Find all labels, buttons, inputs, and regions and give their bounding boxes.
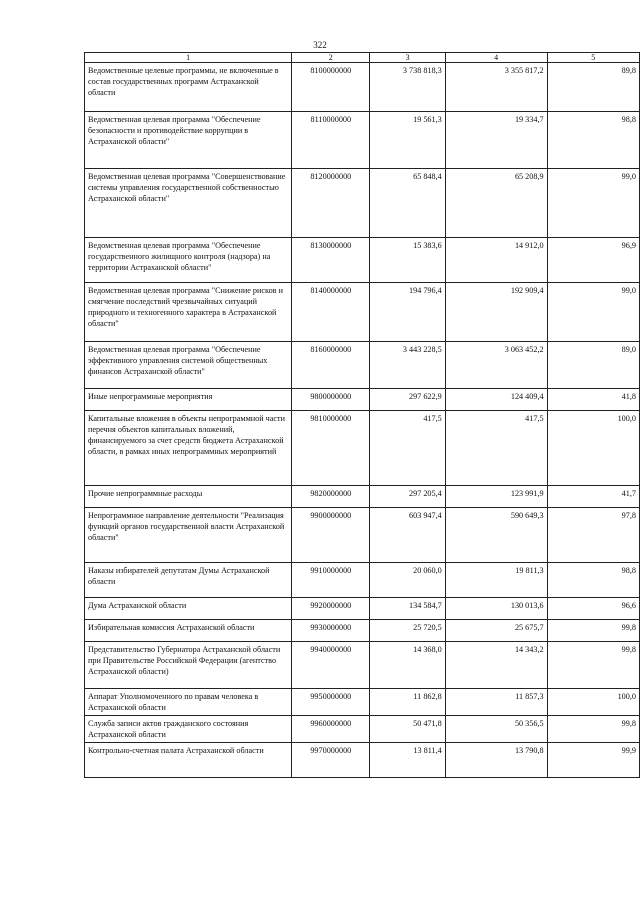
program-code: 9960000000	[292, 716, 370, 743]
planned-amount: 297 205,4	[370, 486, 445, 508]
table-row	[85, 283, 640, 342]
program-name: Непрограммное направление деятельности "Реализация функций органов государственной власти Астраханской области"	[85, 508, 292, 563]
program-code: 9970000000	[292, 743, 370, 778]
table-row	[85, 112, 640, 169]
execution-percent: 99,0	[547, 169, 639, 238]
table-row	[85, 743, 640, 778]
table-row	[85, 169, 640, 238]
column-number-row	[85, 53, 640, 63]
table-row	[85, 689, 640, 716]
program-name: Избирательная комиссия Астраханской области	[85, 620, 292, 642]
execution-percent: 99,8	[547, 642, 639, 689]
executed-amount: 65 208,9	[445, 169, 547, 238]
table-row	[85, 389, 640, 411]
program-code: 8130000000	[292, 238, 370, 283]
program-name: Контрольно-счетная палата Астраханской области	[85, 743, 292, 778]
executed-amount: 25 675,7	[445, 620, 547, 642]
program-code: 9910000000	[292, 563, 370, 598]
executed-amount: 3 063 452,2	[445, 342, 547, 389]
column-number: 1	[85, 53, 292, 63]
planned-amount: 194 796,4	[370, 283, 445, 342]
planned-amount: 3 738 818,3	[370, 63, 445, 112]
program-name: Наказы избирателей депутатам Думы Астраханской области	[85, 563, 292, 598]
planned-amount: 13 811,4	[370, 743, 445, 778]
execution-percent: 96,6	[547, 598, 639, 620]
executed-amount: 3 355 817,2	[445, 63, 547, 112]
planned-amount: 19 561,3	[370, 112, 445, 169]
page-number: 322	[313, 40, 327, 50]
program-name: Ведомственная целевая программа "Снижение рисков и смягчение последствий чрезвычайных ситуаций природного и техногенного характера в Астраханской области"	[85, 283, 292, 342]
execution-percent: 97,8	[547, 508, 639, 563]
execution-percent: 41,7	[547, 486, 639, 508]
table-row	[85, 620, 640, 642]
execution-percent: 96,9	[547, 238, 639, 283]
column-number: 2	[292, 53, 370, 63]
execution-percent: 99,0	[547, 283, 639, 342]
execution-percent: 100,0	[547, 411, 639, 486]
program-code: 9810000000	[292, 411, 370, 486]
planned-amount: 50 471,8	[370, 716, 445, 743]
planned-amount: 3 443 228,5	[370, 342, 445, 389]
column-number: 5	[547, 53, 639, 63]
program-name: Ведомственная целевая программа "Обеспечение эффективного управления системой общественных финансов Астраханской области"	[85, 342, 292, 389]
planned-amount: 15 383,6	[370, 238, 445, 283]
executed-amount: 13 790,8	[445, 743, 547, 778]
program-name: Иные непрограммные мероприятия	[85, 389, 292, 411]
table-row	[85, 238, 640, 283]
program-code: 9820000000	[292, 486, 370, 508]
program-name: Капитальные вложения в объекты непрограммной части перечня объектов капитальных вложений, финансируемого за счет средств бюджета Астраханской области, в рамках иных непрограммных мероприятий	[85, 411, 292, 486]
planned-amount: 65 848,4	[370, 169, 445, 238]
execution-percent: 41,8	[547, 389, 639, 411]
program-name: Ведомственная целевая программа "Обеспечение государственного жилищного контроля (надзора) на территории Астраханской области"	[85, 238, 292, 283]
table-row	[85, 642, 640, 689]
table-row	[85, 598, 640, 620]
program-name: Представительство Губернатора Астраханской области при Правительстве Российской Федерации (агентство Астраханской области)	[85, 642, 292, 689]
table-row	[85, 563, 640, 598]
program-name: Дума Астраханской области	[85, 598, 292, 620]
executed-amount: 14 343,2	[445, 642, 547, 689]
table-row	[85, 411, 640, 486]
program-name: Ведомственные целевые программы, не включенные в состав государственных программ Астраханской области	[85, 63, 292, 112]
table-row	[85, 342, 640, 389]
program-code: 9920000000	[292, 598, 370, 620]
execution-percent: 89,8	[547, 63, 639, 112]
program-name: Служба записи актов гражданского состояния Астраханской области	[85, 716, 292, 743]
executed-amount: 130 013,6	[445, 598, 547, 620]
program-code: 8100000000	[292, 63, 370, 112]
column-number: 4	[445, 53, 547, 63]
execution-percent: 98,8	[547, 112, 639, 169]
executed-amount: 590 649,3	[445, 508, 547, 563]
program-code: 9950000000	[292, 689, 370, 716]
planned-amount: 603 947,4	[370, 508, 445, 563]
program-code: 8160000000	[292, 342, 370, 389]
program-name: Ведомственная целевая программа "Совершенствование системы управления государственной собственностью Астраханской области"	[85, 169, 292, 238]
executed-amount: 11 857,3	[445, 689, 547, 716]
execution-percent: 100,0	[547, 689, 639, 716]
program-name: Аппарат Уполномоченного по правам человека в Астраханской области	[85, 689, 292, 716]
executed-amount: 19 334,7	[445, 112, 547, 169]
program-code: 8110000000	[292, 112, 370, 169]
table-row	[85, 508, 640, 563]
executed-amount: 192 909,4	[445, 283, 547, 342]
execution-percent: 99,9	[547, 743, 639, 778]
executed-amount: 417,5	[445, 411, 547, 486]
table-row	[85, 486, 640, 508]
program-name: Ведомственная целевая программа "Обеспечение безопасности и противодействие коррупции в Астраханской области"	[85, 112, 292, 169]
executed-amount: 123 991,9	[445, 486, 547, 508]
table-row	[85, 63, 640, 112]
executed-amount: 14 912,0	[445, 238, 547, 283]
planned-amount: 417,5	[370, 411, 445, 486]
planned-amount: 11 862,8	[370, 689, 445, 716]
execution-percent: 99,8	[547, 716, 639, 743]
planned-amount: 134 584,7	[370, 598, 445, 620]
executed-amount: 50 356,5	[445, 716, 547, 743]
executed-amount: 124 409,4	[445, 389, 547, 411]
execution-percent: 98,8	[547, 563, 639, 598]
planned-amount: 20 060,0	[370, 563, 445, 598]
program-code: 9800000000	[292, 389, 370, 411]
column-number: 3	[370, 53, 445, 63]
budget-table	[84, 52, 640, 778]
program-code: 8140000000	[292, 283, 370, 342]
planned-amount: 14 368,0	[370, 642, 445, 689]
program-code: 9940000000	[292, 642, 370, 689]
table-row	[85, 716, 640, 743]
executed-amount: 19 811,3	[445, 563, 547, 598]
program-code: 9930000000	[292, 620, 370, 642]
program-name: Прочие непрограммные расходы	[85, 486, 292, 508]
program-code: 8120000000	[292, 169, 370, 238]
planned-amount: 297 622,9	[370, 389, 445, 411]
planned-amount: 25 720,5	[370, 620, 445, 642]
program-code: 9900000000	[292, 508, 370, 563]
execution-percent: 89,0	[547, 342, 639, 389]
execution-percent: 99,8	[547, 620, 639, 642]
